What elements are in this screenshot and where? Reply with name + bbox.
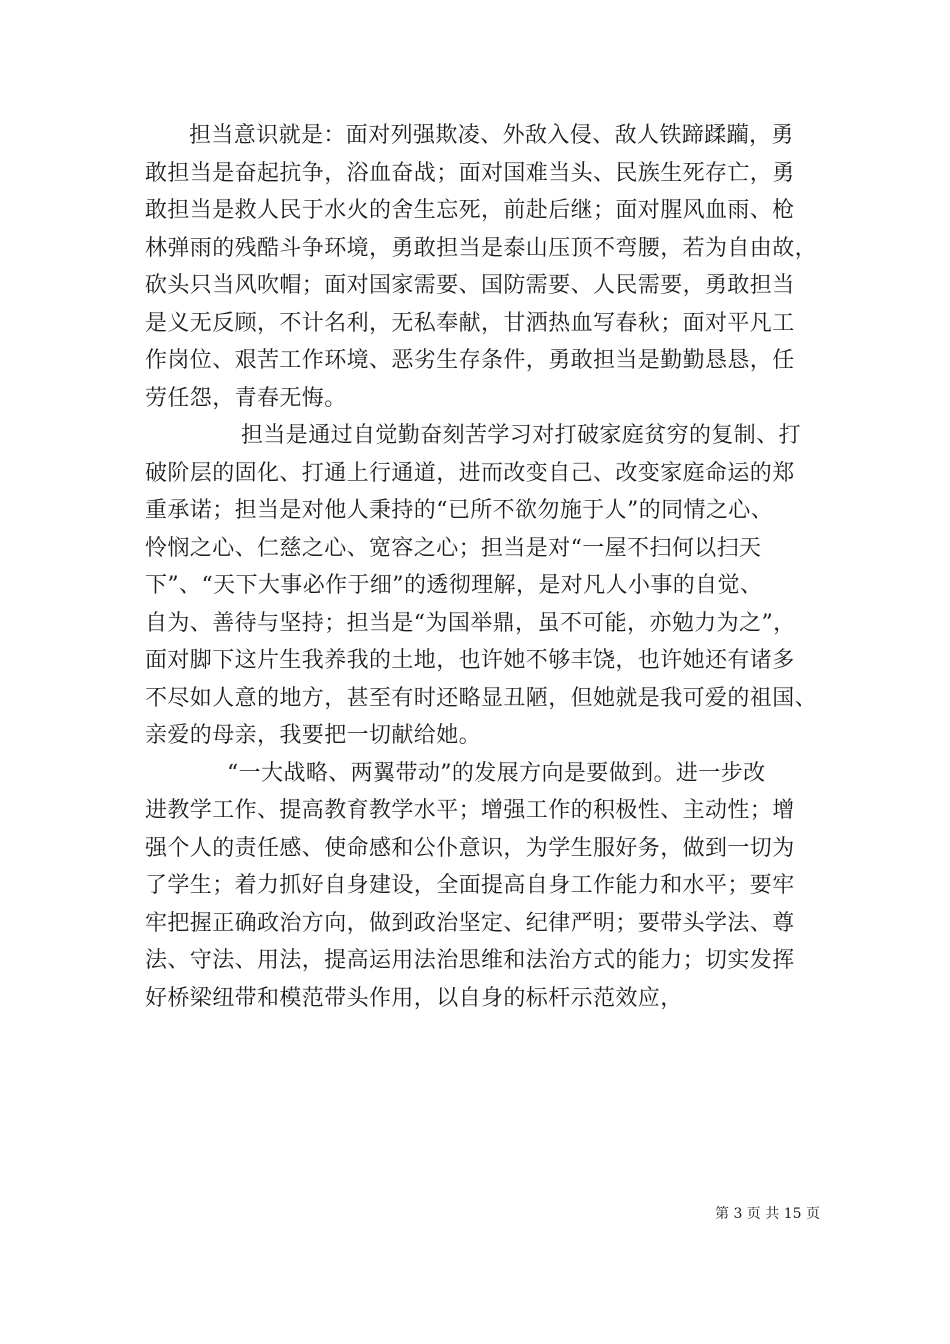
text-line: 不尽如人意的地方，甚至有时还略显丑陋，但她就是我可爱的祖国、	[145, 685, 818, 711]
paragraph-responsibility-commitment	[145, 417, 845, 755]
text-line: 了学生；着力抓好自身建设，全面提高自身工作能力和水平；要牢	[145, 873, 795, 898]
text-line: 砍头只当风吹帽；面对国家需要、国防需要、人民需要，勇敢担当	[145, 273, 795, 298]
text-line: 怜悯之心、仁慈之心、宽容之心；担当是对“一屋不扫何以扫天	[145, 535, 762, 561]
text-line: 面对脚下这片生我养我的土地，也许她不够丰饶，也许她还有诸多	[145, 648, 795, 673]
paragraph-development-direction	[145, 755, 845, 1018]
document-body	[145, 117, 845, 1017]
paragraph-responsibility-awareness	[145, 117, 845, 417]
text-line: “一大战略、两翼带动”的发展方向是要做到。进一步改	[227, 760, 766, 786]
text-line: 好桥梁纽带和模范带头作用，以自身的标杆示范效应，	[145, 985, 683, 1011]
text-line: 担当意识就是：面对列强欺凌、外敌入侵、敌人铁蹄蹂躏，勇	[189, 123, 794, 148]
text-line: 破阶层的固化、打通上行通道，进而改变自己、改变家庭命运的郑	[145, 460, 795, 486]
text-line: 自为、善待与坚持；担当是“为国举鼎，虽不可能，亦勉力为之”，	[145, 610, 796, 636]
text-line: 重承诺；担当是对他人秉持的“已所不欲勿施于人”的同情之心、	[145, 498, 774, 523]
page-number-footer: 第 3 页 共 15 页	[715, 1206, 820, 1222]
text-line: 下”、“天下大事必作于细”的透彻理解，是对凡人小事的自觉、	[145, 573, 763, 598]
text-line: 担当是通过自觉勤奋刻苦学习对打破家庭贫穷的复制、打	[241, 423, 802, 448]
text-line: 作岗位、艰苦工作环境、恶劣生存条件，勇敢担当是勤勤恳恳，任	[145, 348, 795, 373]
text-line: 法、守法、用法，提高运用法治思维和法治方式的能力；切实发挥	[145, 948, 795, 973]
text-line: 敢担当是奋起抗争，浴血奋战；面对国难当头、民族生死存亡，勇	[145, 160, 795, 186]
text-line: 亲爱的母亲，我要把一切献给她。	[145, 723, 482, 748]
text-line: 牢把握正确政治方向，做到政治坚定、纪律严明；要带头学法、尊	[145, 910, 795, 936]
text-line: 敢担当是救人民于水火的舍生忘死，前赴后继；面对腥风血雨、枪	[145, 198, 795, 223]
text-line: 进教学工作、提高教育教学水平；增强工作的积极性、主动性；增	[145, 798, 795, 823]
text-line: 强个人的责任感、使命感和公仆意识，为学生服好务，做到一切为	[145, 835, 795, 861]
text-line: 劳任怨，青春无悔。	[145, 385, 347, 411]
text-line: 是义无反顾，不计名利，无私奉献，甘洒热血写春秋；面对平凡工	[145, 310, 795, 336]
text-line: 林弹雨的残酷斗争环境，勇敢担当是泰山压顶不弯腰，若为自由故，	[145, 235, 818, 261]
